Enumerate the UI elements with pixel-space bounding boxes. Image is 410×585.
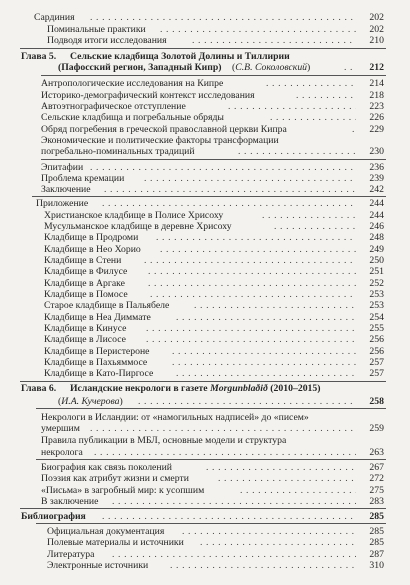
entry-title: «Письма» в загробный мир: к усопшим xyxy=(41,484,205,496)
entry-page: 272 xyxy=(356,473,384,484)
chapter-title: Сельские кладбища Золотой Долины и Тиллирии xyxy=(70,51,290,62)
chapter-label: Глава 6. xyxy=(21,383,57,395)
entry-page: 253 xyxy=(356,300,384,311)
entry-title: Историко-демографический контекст исследования xyxy=(41,89,255,101)
chapter-label: Глава 5. xyxy=(21,51,57,62)
entry-title: Антропологические исследования на Кипре xyxy=(41,78,224,90)
entry-page: 259 xyxy=(356,423,384,434)
entry-page: 212 xyxy=(356,62,384,73)
entry-page: 210 xyxy=(356,35,384,46)
entry-page: 255 xyxy=(356,323,384,334)
entry-title: Христианское кладбище в Полисе Хрисоху xyxy=(44,209,224,221)
entry-title: Биография как связь поколений xyxy=(41,461,172,473)
entry-page: 310 xyxy=(356,560,384,571)
entry-title: Некрологи в Исландии: от «намогильных надписей» до «писем» xyxy=(41,411,309,423)
entry-title: Мусульманское кладбище в деревне Хрисоху xyxy=(44,221,232,232)
entry-title: Приложение xyxy=(36,198,89,210)
entry-page: 254 xyxy=(356,312,384,323)
entry-page: 257 xyxy=(356,357,384,368)
entry-page: 236 xyxy=(356,162,384,173)
entry-title: погребально-поминальных традиций xyxy=(41,146,195,158)
entry-page: 242 xyxy=(356,184,384,195)
entry-title: Кладбище в Филусе xyxy=(44,266,128,278)
section-rule xyxy=(20,48,386,49)
entry-page: 283 xyxy=(356,496,384,507)
entry-page: 253 xyxy=(356,289,384,300)
entry-page: 257 xyxy=(356,368,384,379)
chapter-author: (И.А. Кучерова) xyxy=(58,395,123,407)
entry-title: Старое кладбище в Пальябеле xyxy=(44,300,170,312)
entry-page: 258 xyxy=(356,396,384,407)
section-rule xyxy=(36,523,386,524)
entry-title: Библиография xyxy=(21,510,86,522)
entry-page: 218 xyxy=(356,90,384,101)
chapter-author: (С.В. Соколовский) xyxy=(232,62,311,74)
entry-title: Подводя итоги исследования xyxy=(47,34,167,46)
entry-title: Поэзия как атрибут жизни и смерти xyxy=(41,473,189,485)
section-rule xyxy=(41,159,386,160)
entry-page: 267 xyxy=(356,462,384,473)
entry-page: 250 xyxy=(356,255,384,266)
entry-title: Заключение xyxy=(41,184,91,196)
entry-title: Кладбище в Пахьяммосе xyxy=(44,357,148,368)
entry-page: 252 xyxy=(356,278,384,289)
entry-page: 251 xyxy=(356,266,384,277)
entry-title: Правила публикации в МБЛ, основные модели и структура xyxy=(41,435,287,447)
section-rule xyxy=(41,75,386,76)
entry-title: Полевые материалы и источники xyxy=(47,537,184,549)
entry-title: Кладбище в Кинусе xyxy=(44,323,127,334)
entry-title: В заключение xyxy=(41,495,99,507)
entry-title: Эпитафии xyxy=(41,161,84,173)
entry-title: Литература xyxy=(47,548,95,560)
entry-page: 202 xyxy=(356,24,384,35)
section-rule xyxy=(20,381,386,382)
entry-title: умершим xyxy=(41,423,80,435)
section-rule xyxy=(20,508,386,509)
entry-title: Кладбище в Стени xyxy=(44,255,122,266)
entry-page: 249 xyxy=(356,244,384,255)
entry-page: 287 xyxy=(356,549,384,560)
entry-title: Автоэтнографическое отступление xyxy=(41,101,186,112)
entry-title: Электронные источники xyxy=(47,560,149,571)
entry-page: 214 xyxy=(356,78,384,89)
entry-title: Официальная документация xyxy=(47,526,165,537)
entry-title: Кладбище в Нео Хорио xyxy=(44,243,141,255)
entry-page: 230 xyxy=(356,146,384,157)
entry-title: Обряд погребения в греческой православной церкви Кипра xyxy=(41,123,287,135)
entry-title: Поминальные практики xyxy=(47,23,146,35)
section-rule xyxy=(36,459,386,460)
entry-page: 263 xyxy=(356,447,384,458)
entry-title: Экономические и политические факторы трансформации xyxy=(41,135,279,146)
entry-page: 256 xyxy=(356,346,384,357)
section-rule xyxy=(36,408,386,409)
entry-page: 246 xyxy=(356,221,384,232)
entry-title: некролога xyxy=(41,446,83,458)
entry-page: 275 xyxy=(356,485,384,496)
entry-title: Кладбище в Лисосе xyxy=(44,334,126,346)
entry-page: 256 xyxy=(356,334,384,345)
entry-title: Кладбище в Помосе xyxy=(44,289,128,300)
entry-page: 244 xyxy=(356,210,384,221)
entry-title: Сельские кладбища и погребальные обряды xyxy=(41,112,224,124)
entry-page: 229 xyxy=(356,124,384,135)
entry-title: Сардиния xyxy=(34,12,75,24)
entry-page: 226 xyxy=(356,112,384,123)
entry-page: 248 xyxy=(356,232,384,243)
entry-page: 244 xyxy=(356,198,384,209)
chapter-title: Исландские некрологи в газете Morgunblaðið (2010–2015) xyxy=(70,383,321,395)
entry-title: Кладбище в Неа Диммате xyxy=(44,311,151,323)
entry-page: 285 xyxy=(356,537,384,548)
entry-page: 202 xyxy=(356,12,384,23)
entry-page: 285 xyxy=(356,526,384,537)
entry-title: Кладбище в Продроми xyxy=(44,232,139,244)
entry-title: Кладбище в Аргаке xyxy=(44,277,125,289)
entry-title: Проблема кремации xyxy=(41,172,125,184)
entry-page: 285 xyxy=(356,511,384,522)
entry-title: Кладбище в Като-Пиргосе xyxy=(44,368,154,380)
section-rule xyxy=(32,196,386,197)
chapter-title: (Пафосский регион, Западный Кипр) xyxy=(58,62,222,74)
entry-page: 223 xyxy=(356,101,384,112)
entry-title: Кладбище в Перистероне xyxy=(44,345,150,357)
entry-page: 239 xyxy=(356,173,384,184)
